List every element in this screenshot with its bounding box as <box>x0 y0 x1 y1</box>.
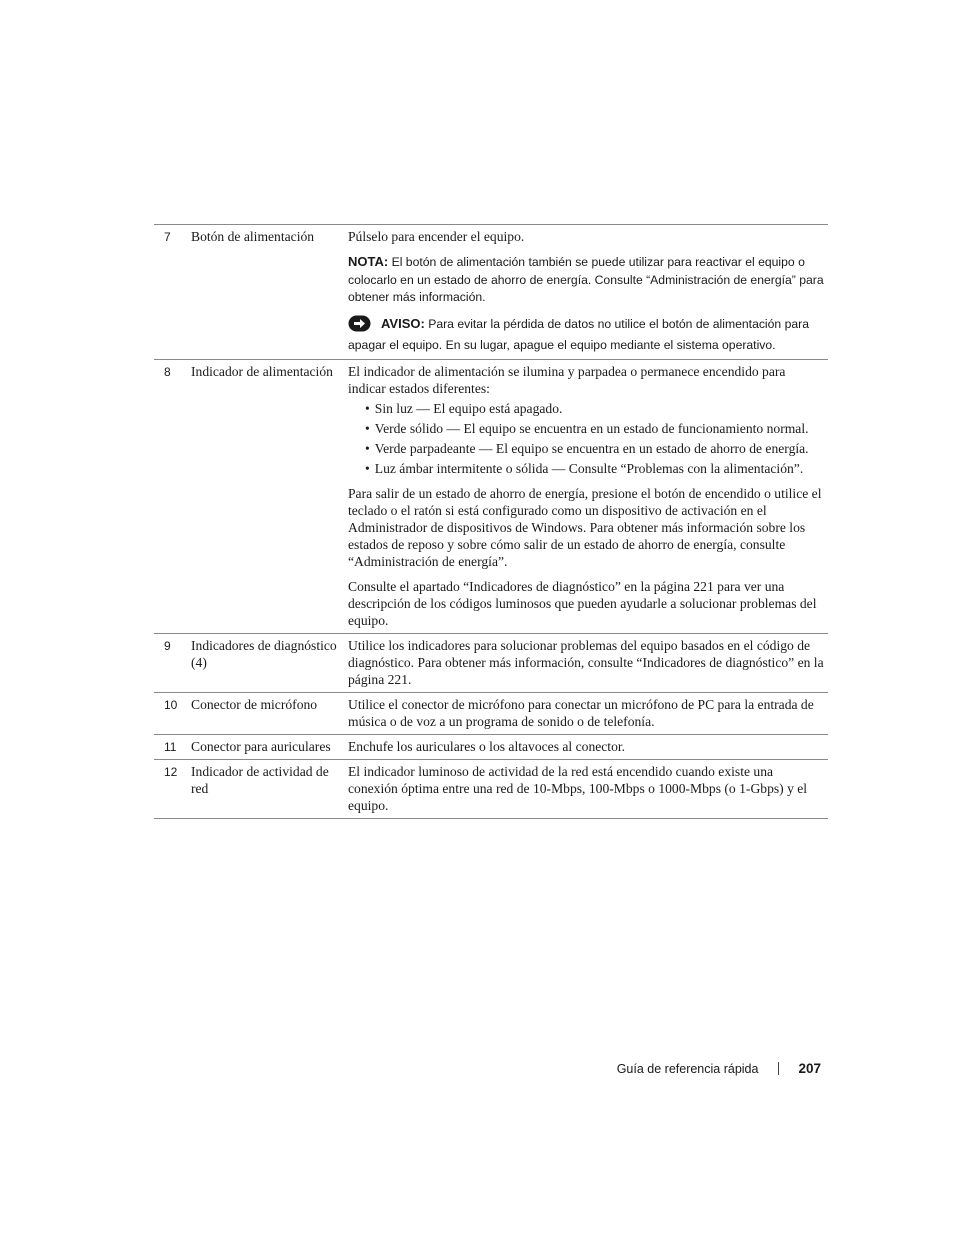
table-row <box>154 359 828 633</box>
row-description <box>348 360 828 633</box>
row-number: 9 <box>164 638 171 653</box>
footer-title: Guía de referencia rápida <box>616 1061 759 1076</box>
notice-text: Para evitar la pérdida de datos no utilice el botón de alimentación para apagar el equipo. En su lugar, apague el equipo mediante el sistema operativo. <box>348 316 809 352</box>
description-text: Utilice los indicadores para solucionar problemas del equipo basados en el código de diagnóstico. Para obtener más información, consulte “Indicadores de diagnóstico” en la página 221. <box>348 637 824 687</box>
row-label: Conector para auriculares <box>191 738 331 754</box>
description-text: El indicador luminoso de actividad de la red está encendido cuando existe una conexión óptima entre una red de 10-Mbps, 100-Mbps o 1000-Mbps (o 1-Gbps) y el equipo. <box>348 763 808 813</box>
list-item: • Verde parpadeante — El equipo se encuentra en un estado de ahorro de energía. <box>365 440 826 457</box>
row-label: Indicador de alimentación <box>191 363 333 379</box>
note-keyword: NOTA: <box>348 254 389 269</box>
row-label: Indicadores de diagnóstico (4) <box>191 637 337 670</box>
description-text: Enchufe los auriculares o los altavoces al conector. <box>348 738 626 754</box>
table-row <box>154 759 828 818</box>
table-row <box>154 633 828 692</box>
description-text: Púlselo para encender el equipo. <box>348 229 525 244</box>
description-text: Utilice el conector de micrófono para conectar un micrófono de PC para la entrada de música o de voz a un programa de sonido o de telefonía. <box>348 696 814 729</box>
row-description <box>348 693 828 734</box>
description-paragraph: Consulte el apartado “Indicadores de diagnóstico” en la página 221 para ver una descripción de los códigos luminosos que pueden ayudarle a solucionar problemas del equipo. <box>348 578 817 628</box>
table-row <box>154 734 828 759</box>
row-number: 12 <box>164 764 178 779</box>
row-number: 11 <box>164 739 177 754</box>
footer-divider <box>778 1062 779 1075</box>
row-number: 7 <box>164 230 171 244</box>
feature-table <box>154 224 828 819</box>
notice-block <box>348 315 826 355</box>
note-block <box>348 253 826 307</box>
row-label: Botón de alimentación <box>191 229 315 244</box>
row-description <box>348 735 828 759</box>
state-list <box>348 400 826 477</box>
table-row <box>154 692 828 734</box>
row-label: Indicador de actividad de red <box>191 763 329 796</box>
description-intro: El indicador de alimentación se ilumina y parpadea o permanece encendido para indicar estados diferentes: <box>348 363 786 396</box>
row-description <box>348 760 828 818</box>
row-label: Conector de micrófono <box>191 696 318 712</box>
description-paragraph: Para salir de un estado de ahorro de energía, presione el botón de encendido o utilice el teclado o el ratón si está configurado como un dispositivo de activación en el Administrador de dispositivos de Windows. Para obtener más información sobre los estados de reposo y sobre cómo salir de un estado de ahorro de energía, consulte “Administración de energía”. <box>348 485 822 569</box>
list-item: • Luz ámbar intermitente o sólida — Consulte “Problemas con la alimentación”. <box>365 460 826 477</box>
row-description <box>348 634 828 692</box>
row-number: 8 <box>164 364 171 379</box>
row-number: 10 <box>164 697 178 712</box>
table-row <box>154 225 828 359</box>
note-text: El botón de alimentación también se puede utilizar para reactivar el equipo o colocarlo en un estado de ahorro de energía. Consulte “Administración de energía” para obtener más información. <box>348 255 824 304</box>
page-footer <box>617 1061 821 1076</box>
list-item: • Verde sólido — El equipo se encuentra en un estado de funcionamiento normal. <box>365 420 826 437</box>
row-description <box>348 225 828 359</box>
notice-keyword: AVISO: <box>381 315 425 331</box>
notice-arrow-icon <box>348 315 371 338</box>
list-item: • Sin luz — El equipo está apagado. <box>365 400 826 417</box>
page-number: 207 <box>798 1061 821 1076</box>
